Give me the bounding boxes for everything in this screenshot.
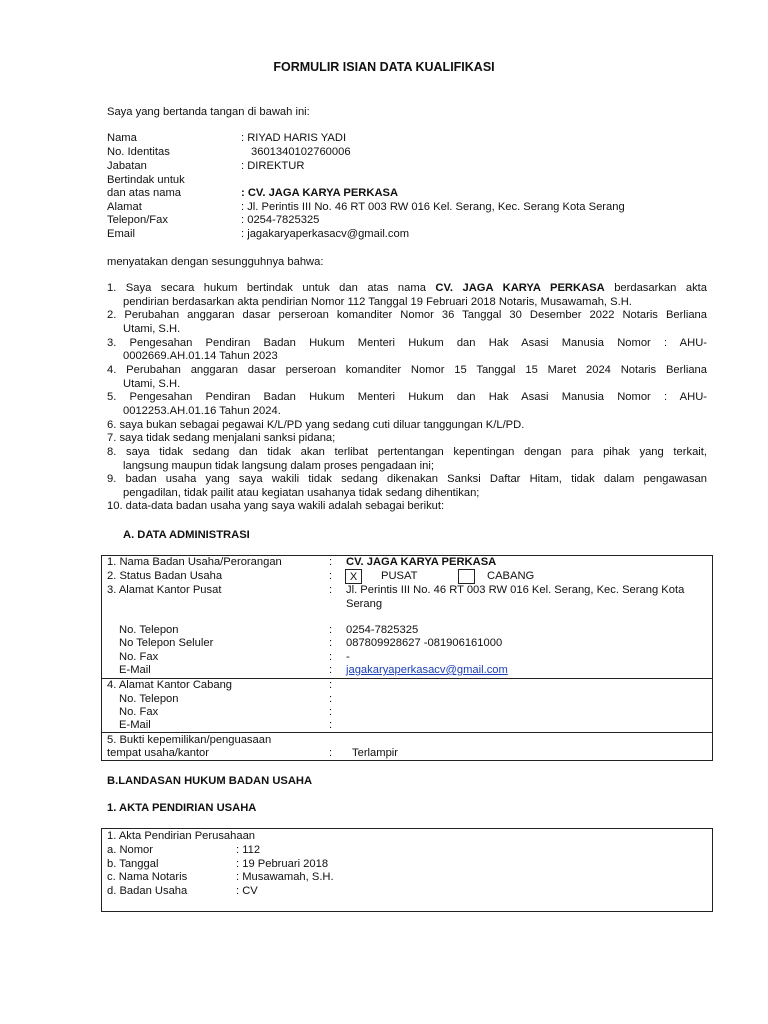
list-item: 4. Perubahan anggaran dasar perseroan komanditer Nomor 15 Tanggal 15 Maret 2024 Notaris Berliana bbox=[107, 364, 707, 376]
section-b-heading: B.LANDASAN HUKUM BADAN USAHA bbox=[107, 775, 313, 787]
bertindak-label: Bertindak untuk bbox=[107, 174, 185, 186]
list-item: Utami, S.H. bbox=[123, 378, 181, 390]
list-item: 3. Pengesahan Pendiran Badan Hukum Menteri Hukum dan Hak Asasi Manusia Nomor : AHU- bbox=[107, 337, 707, 349]
email-label: Email bbox=[107, 228, 135, 240]
telepon-value: : 0254-7825325 bbox=[241, 214, 320, 226]
telepon-label: No. Telepon bbox=[119, 624, 179, 636]
bukti-value: Terlampir bbox=[352, 747, 398, 759]
alamat-label: Alamat bbox=[107, 201, 142, 213]
notaris-value: : Musawamah, S.H. bbox=[236, 871, 334, 883]
cabang-email-label: E-Mail bbox=[119, 719, 151, 731]
nama-value: : RIYAD HARIS YADI bbox=[241, 132, 347, 144]
list-item: 7. saya tidak sedang menjalani sanksi pidana; bbox=[107, 432, 336, 444]
list-item: 0012253.AH.01.16 Tahun 2024. bbox=[123, 405, 281, 417]
nama-badan-label: 1. Nama Badan Usaha/Perorangan bbox=[107, 556, 282, 568]
alamat-cabang-label: 4. Alamat Kantor Cabang bbox=[107, 679, 233, 691]
page-title: FORMULIR ISIAN DATA KUALIFIKASI bbox=[273, 60, 495, 74]
colon: : bbox=[329, 584, 333, 596]
list-item: pengadilan, tidak pailit atau kegiatan usahanya tidak sedang dihentikan; bbox=[123, 487, 480, 499]
statement-text: menyatakan dengan sesungguhnya bahwa: bbox=[107, 256, 324, 268]
nomor-value: : 112 bbox=[236, 844, 261, 856]
badan-usaha-label: d. Badan Usaha bbox=[107, 885, 188, 897]
jabatan-value: : DIREKTUR bbox=[241, 160, 305, 172]
identitas-value: 3601340102760006 bbox=[251, 146, 351, 158]
atasnama-label: dan atas nama bbox=[107, 187, 182, 199]
colon: : bbox=[329, 637, 333, 649]
pusat-checkbox[interactable]: X bbox=[345, 569, 362, 584]
seluler-label: No Telepon Seluler bbox=[119, 637, 214, 649]
colon: : bbox=[329, 570, 333, 582]
list-item: Utami, S.H. bbox=[123, 323, 181, 335]
cabang-checkbox[interactable] bbox=[458, 569, 475, 584]
list-item: 9. badan usaha yang saya wakili tidak sedang dikenakan Sanksi Daftar Hitam, tidak dalam pengawasan bbox=[107, 473, 707, 485]
bukti-label: 5. Bukti kepemilikan/penguasaan bbox=[107, 734, 272, 746]
colon: : bbox=[329, 556, 333, 568]
telepon-label: Telepon/Fax bbox=[107, 214, 168, 226]
colon: : bbox=[329, 679, 333, 691]
jabatan-label: Jabatan bbox=[107, 160, 147, 172]
fax-label: No. Fax bbox=[119, 651, 159, 663]
nomor-label: a. Nomor bbox=[107, 844, 154, 856]
pusat-label: PUSAT bbox=[381, 570, 418, 582]
colon: : bbox=[329, 651, 333, 663]
email-link[interactable]: jagakaryaperkasacv@gmail.com bbox=[346, 664, 508, 676]
list-item: 6. saya bukan sebagai pegawai K/L/PD yang sedang cuti diluar tanggungan K/L/PD. bbox=[107, 419, 525, 431]
akta-subheading: 1. AKTA PENDIRIAN USAHA bbox=[107, 802, 257, 814]
list-item: langsung maupun tidak langsung dalam proses pengadaan ini; bbox=[123, 460, 434, 472]
colon: : bbox=[329, 747, 333, 759]
cabang-fax-label: No. Fax bbox=[119, 706, 159, 718]
colon: : bbox=[329, 706, 333, 718]
list-item: 5. Pengesahan Pendiran Badan Hukum Menteri Hukum dan Hak Asasi Manusia Nomor : AHU- bbox=[107, 391, 707, 403]
list-item: 2. Perubahan anggaran dasar perseroan komanditer Nomor 36 Tanggal 30 Desember 2022 Notaris Berliana bbox=[107, 309, 707, 321]
status-label: 2. Status Badan Usaha bbox=[107, 570, 223, 582]
list-item: 10. data-data badan usaha yang saya wakili adalah sebagai berikut: bbox=[107, 500, 445, 512]
badan-usaha-value: : CV bbox=[236, 885, 258, 897]
tanggal-label: b. Tanggal bbox=[107, 858, 159, 870]
nama-label: Nama bbox=[107, 132, 137, 144]
list-item: pendirian berdasarkan akta pendirian Nomor 112 Tanggal 19 Februari 2018 Notaris, Musawamah, S.H. bbox=[123, 296, 632, 308]
section-a-heading: A. DATA ADMINISTRASI bbox=[123, 529, 250, 541]
identitas-label: No. Identitas bbox=[107, 146, 170, 158]
tanggal-value: : 19 Pebruari 2018 bbox=[236, 858, 329, 870]
intro-text: Saya yang bertanda tangan di bawah ini: bbox=[107, 106, 310, 118]
atasnama-value: : CV. JAGA KARYA PERKASA bbox=[241, 187, 399, 199]
list-item: 0002669.AH.01.14 Tahun 2023 bbox=[123, 350, 278, 362]
colon: : bbox=[329, 693, 333, 705]
seluler-value: 087809928627 -081906161000 bbox=[346, 637, 503, 649]
cabang-telepon-label: No. Telepon bbox=[119, 693, 179, 705]
list-item: 1. Saya secara hukum bertindak untuk dan atas nama CV. JAGA KARYA PERKASA berdasarkan akta bbox=[107, 282, 707, 294]
colon: : bbox=[329, 664, 333, 676]
alamat-pusat-label: 3. Alamat Kantor Pusat bbox=[107, 584, 222, 596]
akta-title: 1. Akta Pendirian Perusahaan bbox=[107, 830, 256, 842]
telepon-value: 0254-7825325 bbox=[346, 624, 419, 636]
list-item: 8. saya tidak sedang dan tidak akan terlibat pertentangan kepentingan dengan para pihak yang terkait, bbox=[107, 446, 707, 458]
alamat-pusat-value: Jl. Perintis III No. 46 RT 003 RW 016 Kel. Serang, Kec. Serang Kota bbox=[346, 584, 685, 596]
email-label: E-Mail bbox=[119, 664, 151, 676]
colon: : bbox=[329, 719, 333, 731]
fax-value: - bbox=[346, 651, 350, 663]
alamat-pusat-value-cont: Serang bbox=[346, 598, 383, 610]
notaris-label: c. Nama Notaris bbox=[107, 871, 188, 883]
alamat-value: : Jl. Perintis III No. 46 RT 003 RW 016 Kel. Serang, Kec. Serang Kota Serang bbox=[241, 201, 625, 213]
colon: : bbox=[329, 624, 333, 636]
bukti-label-cont: tempat usaha/kantor bbox=[107, 747, 209, 759]
email-value: : jagakaryaperkasacv@gmail.com bbox=[241, 228, 410, 240]
cabang-label: CABANG bbox=[487, 570, 535, 582]
nama-badan-value: CV. JAGA KARYA PERKASA bbox=[346, 556, 497, 568]
